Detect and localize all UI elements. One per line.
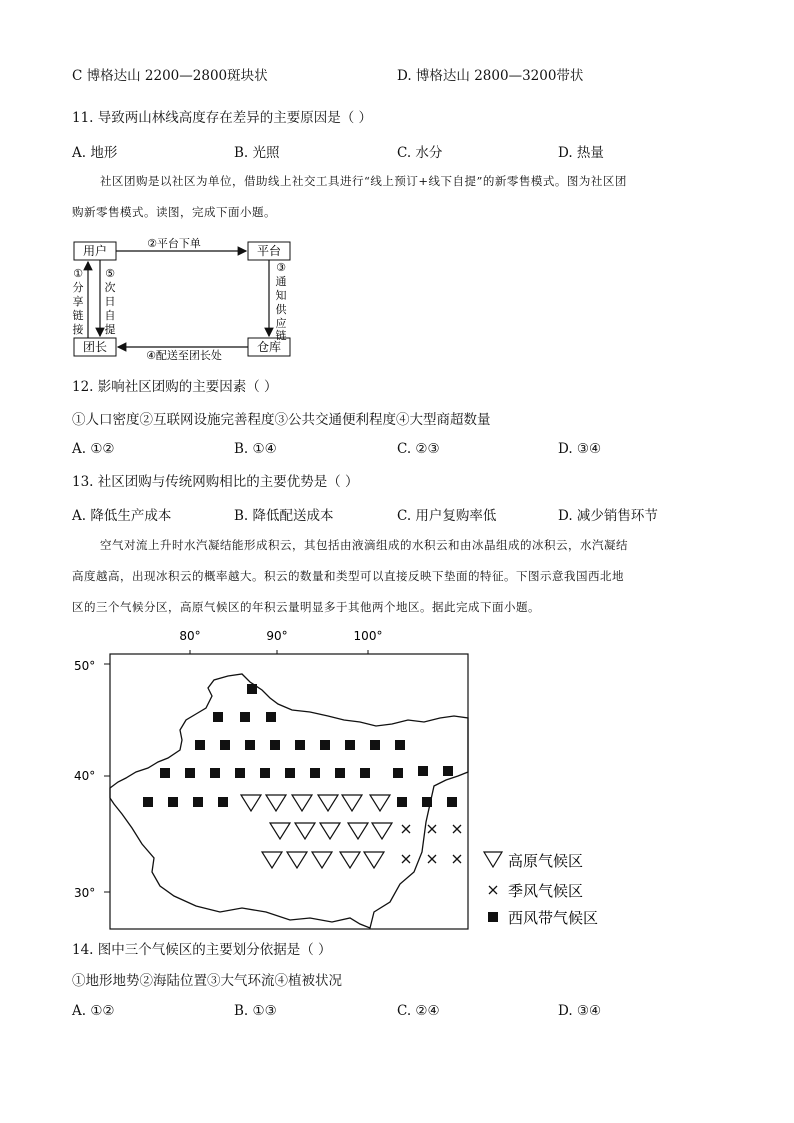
q14-option-a: A. ①② xyxy=(72,1003,115,1019)
q14-choices: ①地形地势②海陆位置③大气环流④植被状况 xyxy=(72,973,342,989)
group-buying-flow-diagram xyxy=(70,235,300,360)
passage1-line1: 社区团购是以社区为单位，借助线上社交工具进行“线上预订+线下自提”的新零售模式。图为社区团 xyxy=(100,174,627,188)
user-label: 用户 xyxy=(82,244,108,258)
step4-label: ④配送至团长处 xyxy=(146,349,222,360)
lat-label-30: 30° xyxy=(74,886,96,900)
q12-choices: ①人口密度②互联网设施完善程度③公共交通便利程度④大型商超数量 xyxy=(72,412,491,428)
map-legend xyxy=(484,852,598,927)
step3-char-3: 供 xyxy=(275,303,287,316)
step1-char-0: ① xyxy=(73,267,83,280)
lat-label-40: 40° xyxy=(74,769,96,783)
q11-stem: 11. 导致两山林线高度存在差异的主要原因是（ ） xyxy=(72,110,373,126)
legend-plateau-symbol xyxy=(484,852,502,867)
q11-option-c: C. 水分 xyxy=(397,145,443,161)
q11-option-a: A. 地形 xyxy=(72,145,118,161)
step5-char-3: 自 xyxy=(104,309,116,322)
step1-char-2: 享 xyxy=(72,295,84,308)
q14-option-c: C. ②④ xyxy=(397,1003,440,1019)
q12-option-b: B. ①④ xyxy=(234,441,277,457)
step3-char-1: 通 xyxy=(275,275,287,288)
lon-label-100: 100° xyxy=(353,629,383,643)
q12-stem: 12. 影响社区团购的主要因素（ ） xyxy=(72,379,278,395)
map-frame xyxy=(110,654,468,929)
step1-char-4: 接 xyxy=(72,323,84,336)
q13-option-d: D. 减少销售环节 xyxy=(558,508,658,524)
legend-westerly-label: 西风带气候区 xyxy=(508,909,599,927)
q13-option-b: B. 降低配送成本 xyxy=(234,508,334,524)
q12-option-c: C. ②③ xyxy=(397,441,440,457)
passage2-line1: 空气对流上升时水汽凝结能形成积云，其包括由液滴组成的水积云和由冰晶组成的冰积云，水汽凝结 xyxy=(100,538,628,552)
q11-option-d: D. 热量 xyxy=(558,145,604,161)
q13-option-c: C. 用户复购率低 xyxy=(397,508,497,524)
passage2-line2: 高度越高，出现冰积云的概率越大。积云的数量和类型可以直接反映下垫面的特征。下图示意我国西北地 xyxy=(72,569,624,583)
step5-char-1: 次 xyxy=(104,281,116,294)
warehouse-label: 仓库 xyxy=(256,340,282,354)
q12-option-a: A. ①② xyxy=(72,441,115,457)
q14-option-b: B. ①③ xyxy=(234,1003,277,1019)
step1-char-1: 分 xyxy=(72,281,84,294)
step3-char-5: 链 xyxy=(275,329,287,342)
lat-label-50: 50° xyxy=(74,659,96,673)
step3-char-2: 知 xyxy=(275,289,287,302)
platform-label: 平台 xyxy=(256,244,282,258)
passage1-line2: 购新零售模式。读图，完成下面小题。 xyxy=(72,205,276,219)
leader-label: 团长 xyxy=(82,340,108,354)
q11-option-b: B. 光照 xyxy=(234,145,280,161)
q14-stem: 14. 图中三个气候区的主要划分依据是（ ） xyxy=(72,942,332,958)
step3-char-0: ③ xyxy=(276,261,286,274)
step5-char-2: 日 xyxy=(104,295,116,308)
legend-plateau-label: 高原气候区 xyxy=(508,852,584,870)
q14-option-d: D. ③④ xyxy=(558,1003,602,1019)
northwest-climate-map xyxy=(70,622,630,932)
q10-option-d: D. 博格达山 2800—3200带状 xyxy=(397,68,584,84)
legend-westerly-symbol xyxy=(488,912,498,922)
legend-monsoon-label: 季风气候区 xyxy=(508,882,584,900)
passage2-line3: 区的三个气候分区，高原气候区的年积云量明显多于其他两个地区。据此完成下面小题。 xyxy=(72,600,540,614)
lon-label-80: 80° xyxy=(179,629,201,643)
lon-label-90: 90° xyxy=(266,629,288,643)
step1-char-3: 链 xyxy=(72,309,84,322)
q13-stem: 13. 社区团购与传统网购相比的主要优势是（ ） xyxy=(72,474,359,490)
q12-option-d: D. ③④ xyxy=(558,441,602,457)
q13-option-a: A. 降低生产成本 xyxy=(72,508,172,524)
step5-char-0: ⑤ xyxy=(105,267,115,280)
step2-label: ②平台下单 xyxy=(147,237,201,250)
legend-monsoon-symbol xyxy=(489,886,497,894)
step3-char-4: 应 xyxy=(275,317,287,330)
q10-option-c: C 博格达山 2200—2800斑块状 xyxy=(72,68,268,84)
step5-char-4: 提 xyxy=(104,323,116,336)
